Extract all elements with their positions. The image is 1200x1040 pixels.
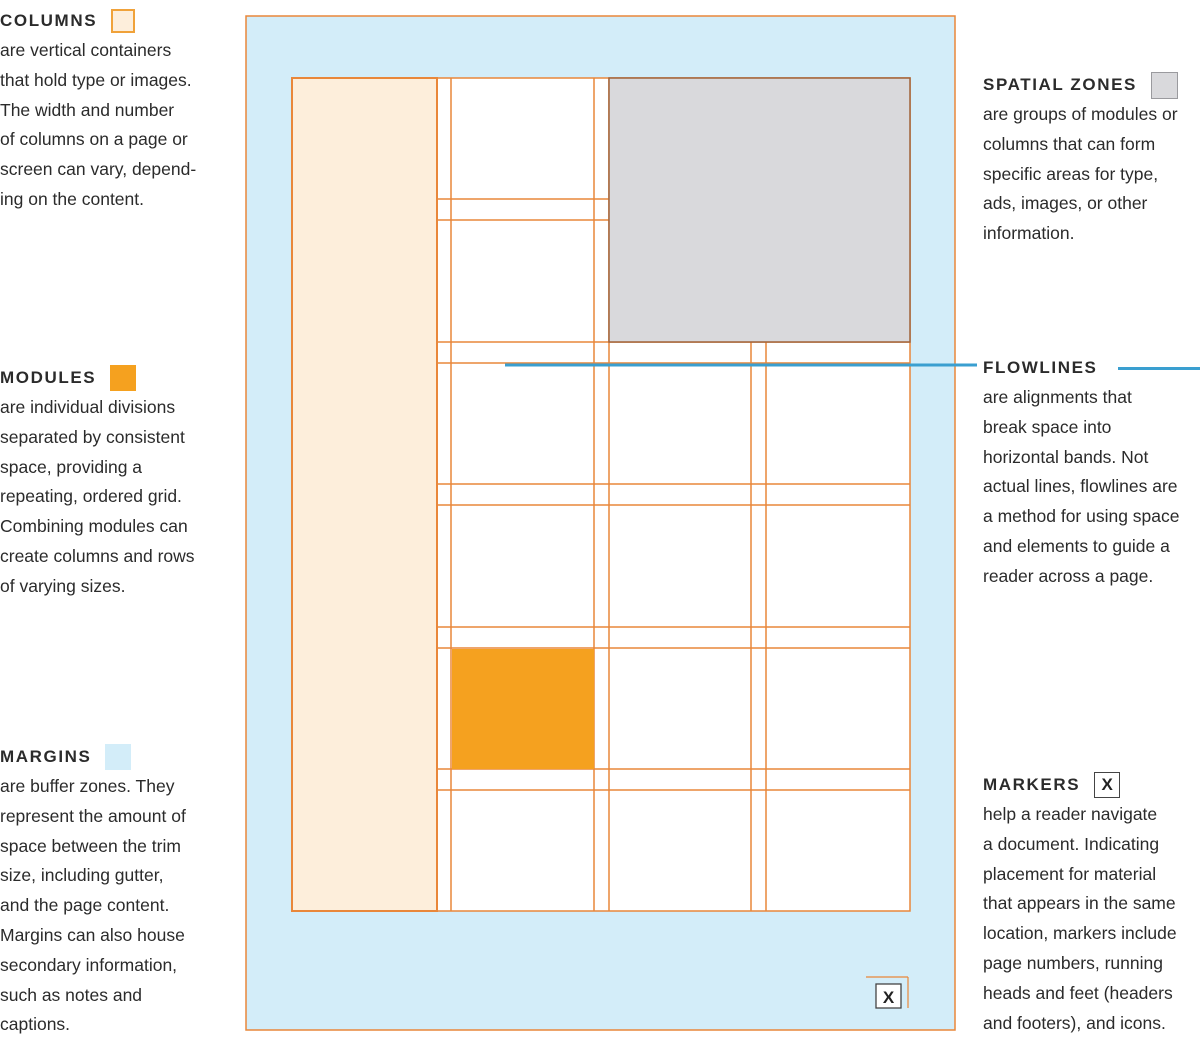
- spatial-zone: [609, 78, 910, 342]
- highlighted-column: [292, 78, 437, 911]
- modules-title: MODULES: [0, 368, 97, 387]
- markers-annotation: [983, 770, 1200, 1038]
- spatial-zones-title: SPATIAL ZONES: [983, 75, 1137, 94]
- spatial-zones-swatch: [1151, 72, 1178, 99]
- modules-swatch: [110, 365, 136, 391]
- flowline-swatch: [1118, 367, 1200, 370]
- margins-swatch: [105, 744, 131, 770]
- columns-description: are vertical containers that hold type or images. The width and number of columns on a page or screen can vary, depend- ing on the content.: [0, 40, 197, 209]
- markers-title: MARKERS: [983, 775, 1081, 794]
- spatial-zones-annotation: [983, 70, 1200, 249]
- margins-description: are buffer zones. They represent the amount of space between the trim size, including gutter, and the page content. Margins can also house secondary information, such as notes and captions.: [0, 776, 186, 1035]
- columns-title: COLUMNS: [0, 11, 98, 30]
- columns-annotation: [0, 6, 240, 215]
- flowlines-annotation: [983, 353, 1200, 592]
- flowlines-title: FLOWLINES: [983, 358, 1098, 377]
- margins-annotation: [0, 742, 240, 1040]
- spatial-zones-description: are groups of modules or columns that can form specific areas for type, ads, images, or other information.: [983, 104, 1178, 244]
- margins-title: MARGINS: [0, 747, 92, 766]
- markers-swatch: X: [1094, 772, 1120, 798]
- flowlines-description: are alignments that break space into horizontal bands. Not actual lines, flowlines are a method for using space and elements to guide a reader across a page.: [983, 387, 1180, 586]
- highlighted-module: [452, 649, 594, 769]
- modules-description: are individual divisions separated by consistent space, providing a repeating, ordered grid. Combining modules can create columns and rows of varying sizes.: [0, 397, 195, 596]
- markers-description: help a reader navigate a document. Indicating placement for material that appears in the same location, markers include page numbers, running heads and feet (headers and footers), and icons.: [983, 804, 1177, 1033]
- modules-annotation: [0, 363, 240, 602]
- page-marker-glyph: X: [882, 988, 895, 1007]
- columns-swatch: [111, 9, 135, 33]
